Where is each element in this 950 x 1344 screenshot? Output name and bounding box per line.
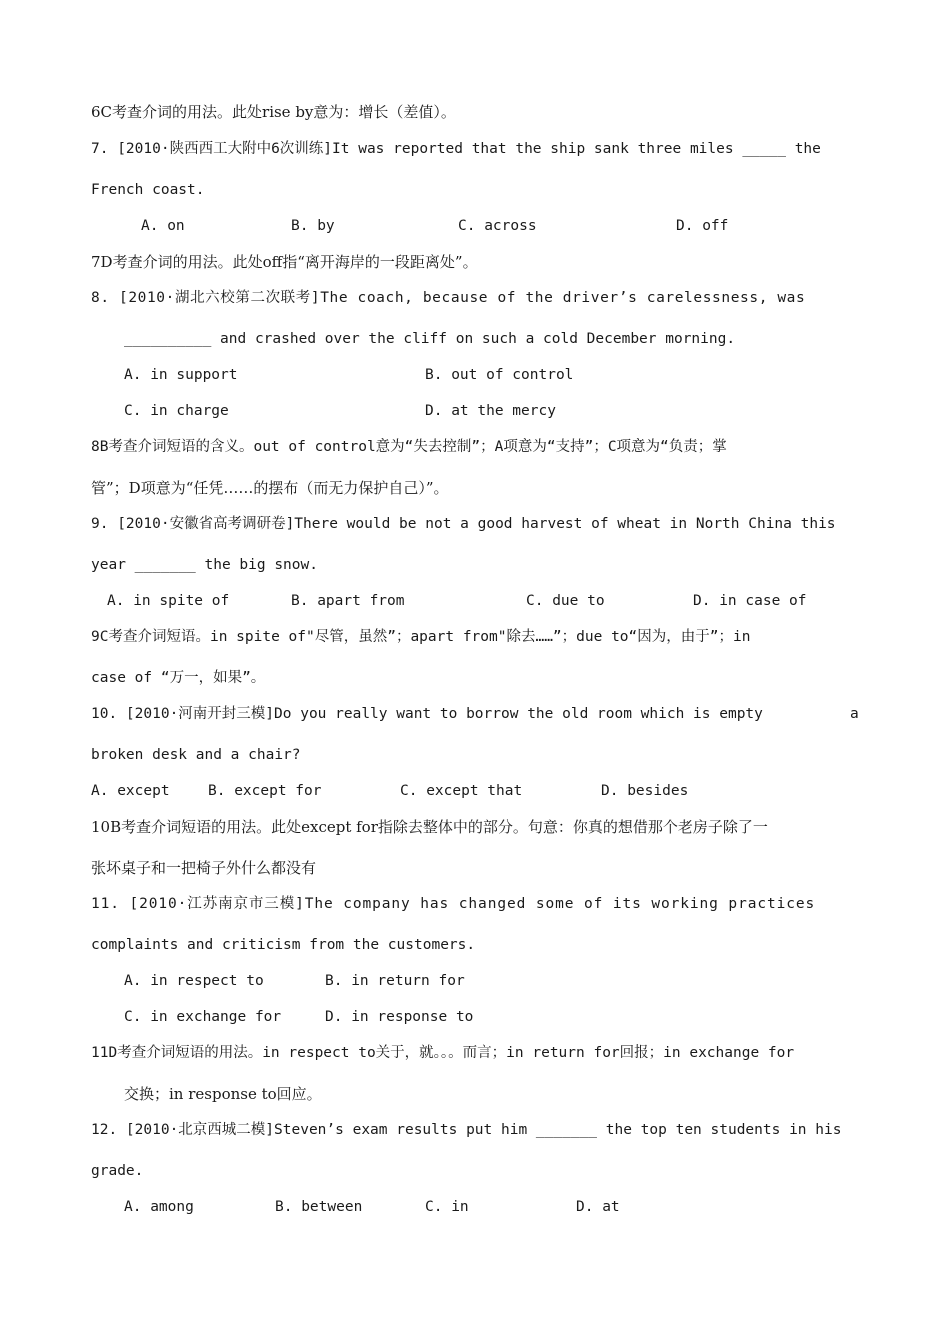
q10-option-a: A. except xyxy=(91,783,170,799)
answer-10: 10B考查介词短语的用法。此处except for指除去整体中的部分。句意：你真的想借那个老房子除了一 xyxy=(91,818,768,836)
q9-option-a: A. in spite of xyxy=(107,593,230,609)
question-9-cont: year _______ the big snow. xyxy=(91,557,318,573)
q11-option-d: D. in response to xyxy=(325,1009,474,1025)
answer-8-cont: 管”；D项意为“任凭……的摆布（而无力保护自己）”。 xyxy=(91,479,449,497)
q11-option-a: A. in respect to xyxy=(124,973,264,989)
q9-option-c: C. due to xyxy=(526,593,605,609)
question-11: 11. [2010·江苏南京市三模]The company has changed some of its working practices xyxy=(91,896,816,912)
question-9: 9. [2010·安徽省高考调研卷]There would be not a good harvest of wheat in North China this xyxy=(91,516,836,532)
answer-10-cont: 张坏桌子和一把椅子外什么都没有 xyxy=(91,859,317,877)
answer-6: 6C考查介词的用法。此处rise by意为：增长（差值）。 xyxy=(91,103,456,121)
q12-option-a: A. among xyxy=(124,1199,194,1215)
question-10-cont: broken desk and a chair? xyxy=(91,747,301,763)
question-7-cont: French coast. xyxy=(91,182,205,198)
answer-11-cont: 交换；in response to回应。 xyxy=(124,1085,322,1103)
q10-option-d: D. besides xyxy=(601,783,689,799)
q7-option-a: A. on xyxy=(141,218,185,234)
answer-11: 11D考查介词短语的用法。in respect to关于，就。。。而言；in return for回报；in exchange for xyxy=(91,1045,795,1061)
answer-9: 9C考查介词短语。in spite of"尽管，虽然”；apart from"除去……”；due to“因为，由于”；in xyxy=(91,629,751,645)
q10-option-c: C. except that xyxy=(400,783,523,799)
question-11-cont: complaints and criticism from the customers. xyxy=(91,937,476,953)
question-10-tail: a xyxy=(850,706,859,722)
answer-7: 7D考查介词的用法。此处off指“离开海岸的一段距离处”。 xyxy=(91,253,478,271)
q8-option-b: B. out of control xyxy=(425,367,574,383)
q12-option-b: B. between xyxy=(275,1199,363,1215)
q11-option-c: C. in exchange for xyxy=(124,1009,282,1025)
q8-option-a: A. in support xyxy=(124,367,238,383)
answer-9-cont: case of “万一，如果”。 xyxy=(91,670,266,686)
q7-option-b: B. by xyxy=(291,218,335,234)
question-12: 12. [2010·北京西城二模]Steven’s exam results put him _______ the top ten students in his xyxy=(91,1122,842,1138)
q8-option-d: D. at the mercy xyxy=(425,403,556,419)
question-12-cont: grade. xyxy=(91,1163,144,1179)
q12-option-c: C. in xyxy=(425,1199,469,1215)
q10-option-b: B. except for xyxy=(208,783,322,799)
question-8-cont: __________ and crashed over the cliff on such a cold December morning. xyxy=(124,331,736,347)
q9-option-d: D. in case of xyxy=(693,593,807,609)
q11-option-b: B. in return for xyxy=(325,973,465,989)
q7-option-d: D. off xyxy=(676,218,729,234)
question-10: 10. [2010·河南开封三模]Do you really want to borrow the old room which is empty xyxy=(91,706,763,722)
q9-option-b: B. apart from xyxy=(291,593,405,609)
q7-option-c: C. across xyxy=(458,218,537,234)
question-7: 7. [2010·陕西西工大附中6次训练]It was reported that the ship sank three miles _____ the xyxy=(91,141,821,157)
question-8: 8. [2010·湖北六校第二次联考]The coach, because of the driver’s carelessness, was xyxy=(91,290,806,306)
q12-option-d: D. at xyxy=(576,1199,620,1215)
q8-option-c: C. in charge xyxy=(124,403,229,419)
answer-8: 8B考查介词短语的含义。out of control意为“失去控制”；A项意为“支持”；C项意为“负责；掌 xyxy=(91,439,727,455)
